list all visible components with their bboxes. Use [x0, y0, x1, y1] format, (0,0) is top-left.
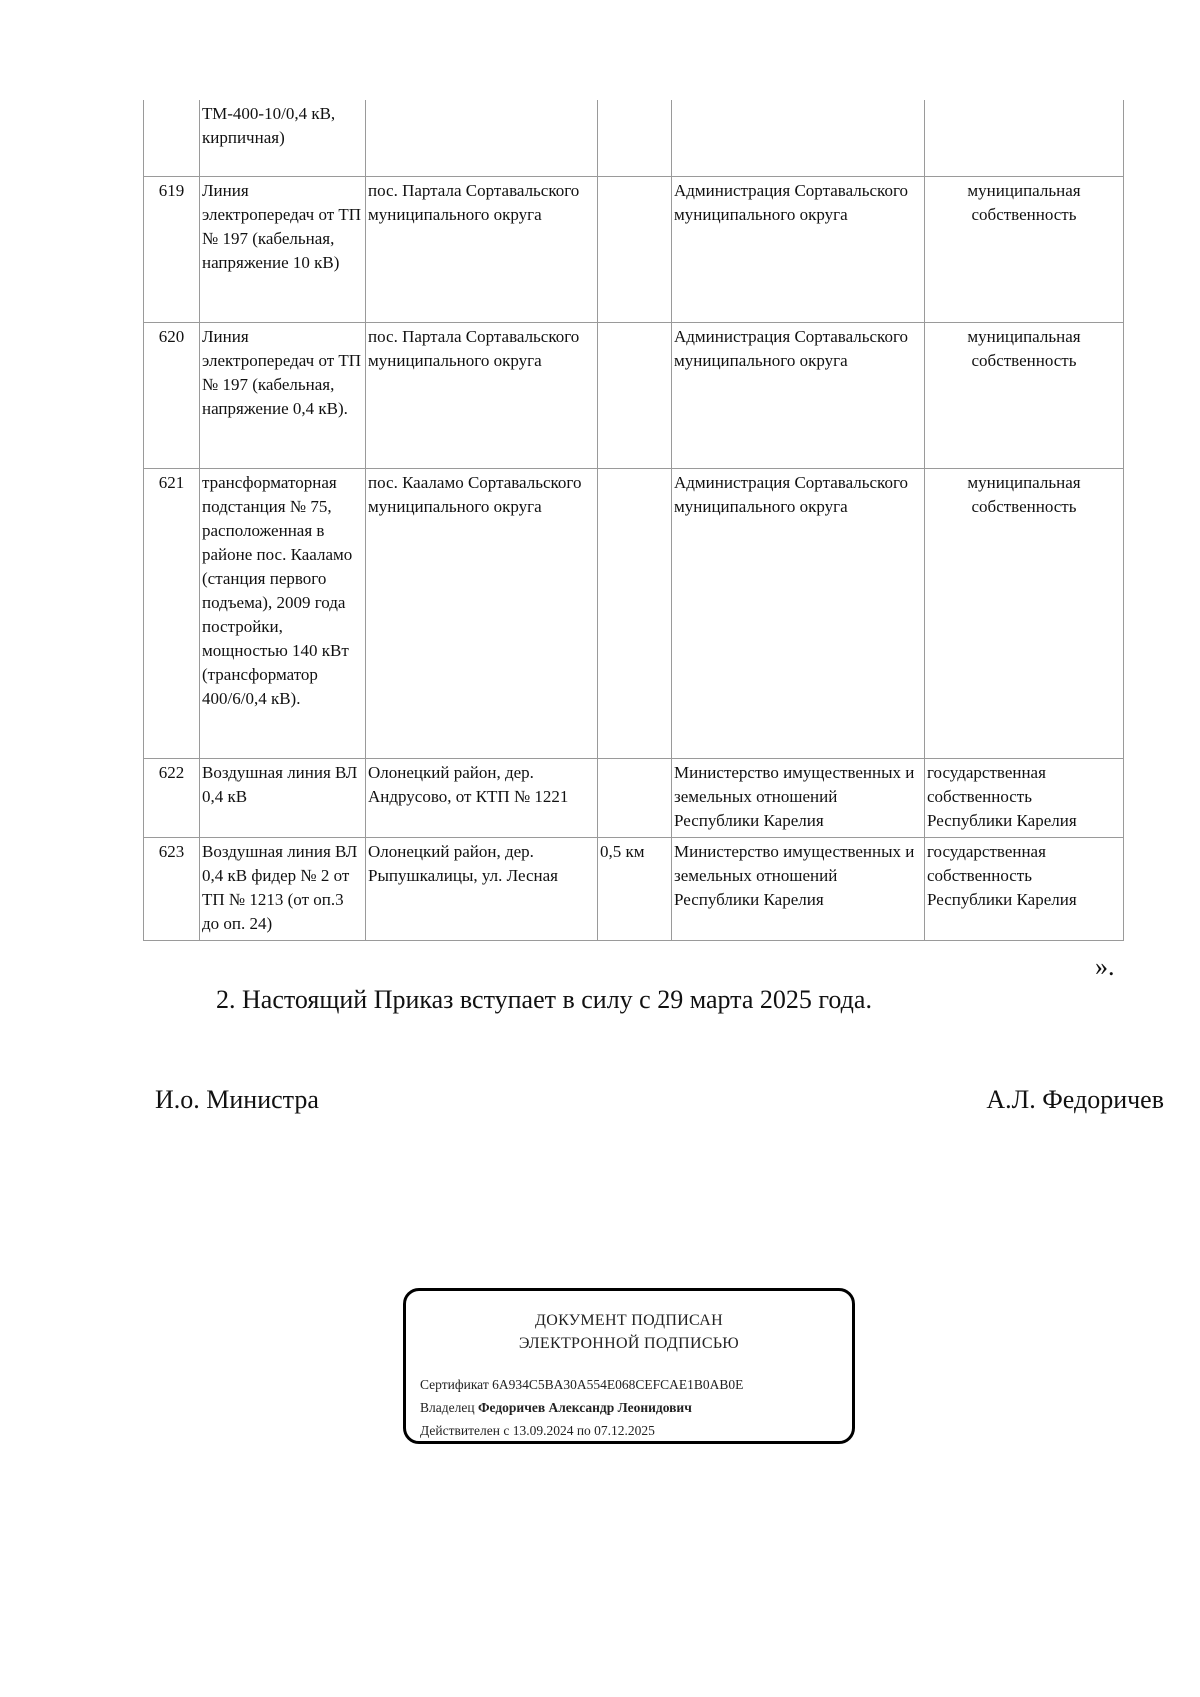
object-name: Воздушная линия ВЛ 0,4 кВ фидер № 2 от ТП № 1213 (от оп.3 до оп. 24)	[200, 837, 366, 940]
object-holder: Администрация Сортавальского муниципального округа	[672, 468, 925, 758]
row-number: 619	[144, 176, 200, 322]
stamp-details	[406, 1373, 852, 1442]
object-location: Олонецкий район, дер. Андрусово, от КТП № 1221	[366, 758, 598, 837]
property-registry-table	[143, 100, 1124, 941]
object-location: Олонецкий район, дер. Рыпушкалицы, ул. Лесная	[366, 837, 598, 940]
row-number: 620	[144, 322, 200, 468]
object-ownership: государственная собственность Республики Карелия	[925, 837, 1124, 940]
object-name: Воздушная линия ВЛ 0,4 кВ	[200, 758, 366, 837]
object-length	[598, 322, 672, 468]
object-holder	[672, 100, 925, 176]
object-ownership: муниципальная собственность	[925, 468, 1124, 758]
table-row	[144, 322, 1124, 468]
object-name: Линия электропередач от ТП № 197 (кабельная, напряжение 10 кВ)	[200, 176, 366, 322]
table-row	[144, 100, 1124, 176]
table-row	[144, 468, 1124, 758]
object-length	[598, 100, 672, 176]
signatory-name: А.Л. Федоричев	[986, 1085, 1164, 1114]
object-length: 0,5 км	[598, 837, 672, 940]
object-location: пос. Партала Сортавальского муниципального округа	[366, 322, 598, 468]
validity-to: 07.12.2025	[594, 1423, 655, 1438]
certificate-value: 6A934C5BA30A554E068CEFCAE1B0AB0E	[492, 1377, 744, 1392]
stamp-owner-line	[420, 1396, 852, 1419]
object-holder: Министерство имущественных и земельных отношений Республики Карелия	[672, 758, 925, 837]
object-location	[366, 100, 598, 176]
validity-label: Действителен	[420, 1423, 500, 1438]
object-ownership: муниципальная собственность	[925, 322, 1124, 468]
object-length	[598, 758, 672, 837]
object-ownership: муниципальная собственность	[925, 176, 1124, 322]
table-row	[144, 176, 1124, 322]
object-ownership	[925, 100, 1124, 176]
stamp-validity-line	[420, 1419, 852, 1442]
object-name: Линия электропередач от ТП № 197 (кабельная, напряжение 0,4 кВ).	[200, 322, 366, 468]
owner-label: Владелец	[420, 1400, 475, 1415]
row-number: 621	[144, 468, 200, 758]
stamp-certificate-line	[420, 1373, 852, 1396]
table-row	[144, 837, 1124, 940]
validity-to-label: по	[576, 1423, 591, 1438]
object-name: ТМ-400-10/0,4 кВ, кирпичная)	[200, 100, 366, 176]
stamp-title-line: ЭЛЕКТРОННОЙ ПОДПИСЬЮ	[518, 1335, 740, 1352]
stamp-title-line: ДОКУМЕНТ ПОДПИСАН	[535, 1312, 723, 1329]
row-number: 623	[144, 837, 200, 940]
stamp-title	[406, 1309, 852, 1355]
table-row	[144, 758, 1124, 837]
object-holder: Администрация Сортавальского муниципального округа	[672, 322, 925, 468]
object-ownership: государственная собственность Республики Карелия	[925, 758, 1124, 837]
effective-date-clause: 2. Настоящий Приказ вступает в силу с 29 марта 2025 года.	[216, 985, 872, 1014]
closing-quote: ».	[1095, 952, 1115, 981]
owner-value: Федоричев Александр Леонидович	[477, 1400, 692, 1415]
object-length	[598, 468, 672, 758]
row-number	[144, 100, 200, 176]
certificate-label: Сертификат	[420, 1377, 489, 1392]
object-location: пос. Кааламо Сортавальского муниципального округа	[366, 468, 598, 758]
object-holder: Министерство имущественных и земельных отношений Республики Карелия	[672, 837, 925, 940]
electronic-signature-stamp	[403, 1288, 855, 1444]
object-name: трансформаторная подстанция № 75, расположенная в районе пос. Кааламо (станция первого подъема), 2009 года постройки, мощностью 140 кВт (трансформатор 400/6/0,4 кВ).	[200, 468, 366, 758]
object-length	[598, 176, 672, 322]
signatory-role: И.о. Министра	[155, 1085, 319, 1114]
object-location: пос. Партала Сортавальского муниципального округа	[366, 176, 598, 322]
validity-from: 13.09.2024	[512, 1423, 574, 1438]
validity-from-label: с	[503, 1423, 510, 1438]
row-number: 622	[144, 758, 200, 837]
object-holder: Администрация Сортавальского муниципального округа	[672, 176, 925, 322]
